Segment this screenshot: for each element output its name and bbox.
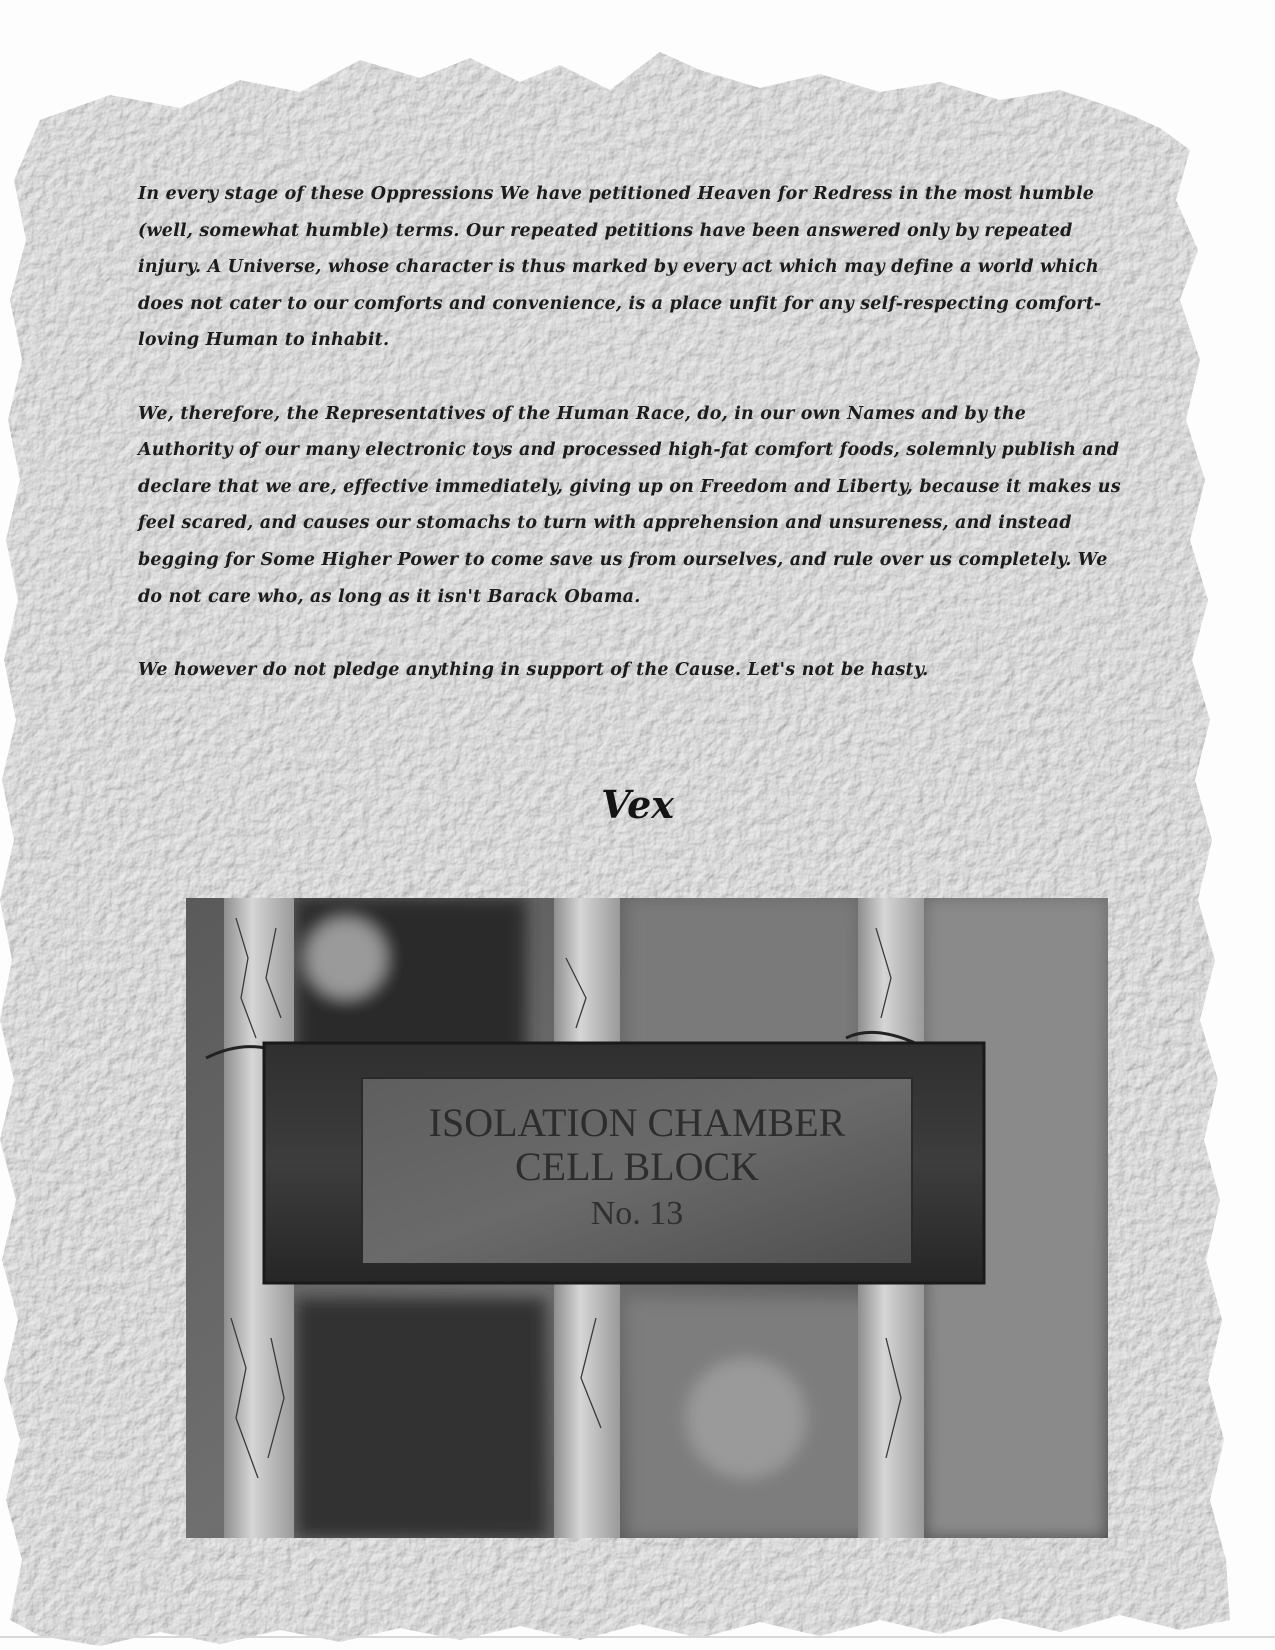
paragraph-3: We however do not pledge anything in support of the Cause. Let's not be hasty. — [138, 659, 929, 680]
cell-block-sign — [264, 1043, 984, 1283]
document-body — [138, 176, 1123, 725]
sign-line-3: No. 13 — [590, 1195, 684, 1232]
paragraph-1: In every stage of these Oppressions We have petitioned Heaven for Redress in the most humble (well, somewhat humble) terms. Our repeated petitions have been answered only by repeated injury. A Universe, whose character is thus marked by every act which may define a world which does not cater to our comforts and convenience, is a place unfit for any self-respecting comfort-loving Human to inhabit. — [138, 184, 1102, 351]
signature: Vex — [601, 782, 674, 827]
sign-line-1: ISOLATION CHAMBER — [428, 1100, 846, 1145]
cell-block-photo — [186, 898, 1108, 1538]
scan-edge-line — [0, 1636, 1275, 1638]
paragraph-2: We, therefore, the Representatives of the Human Race, do, in our own Names and by the Authority of our many electronic toys and processed high-fat comfort foods, solemnly publish and declare that we are, effective immediately, giving up on Freedom and Liberty, because it makes us feel scared, and causes our stomachs to turn with apprehension and unsureness, and instead begging for Some Higher Power to come save us from ourselves, and rule over us completely. We do not care who, as long as it isn't Barack Obama. — [138, 403, 1121, 607]
sign-line-2: CELL BLOCK — [514, 1144, 760, 1189]
